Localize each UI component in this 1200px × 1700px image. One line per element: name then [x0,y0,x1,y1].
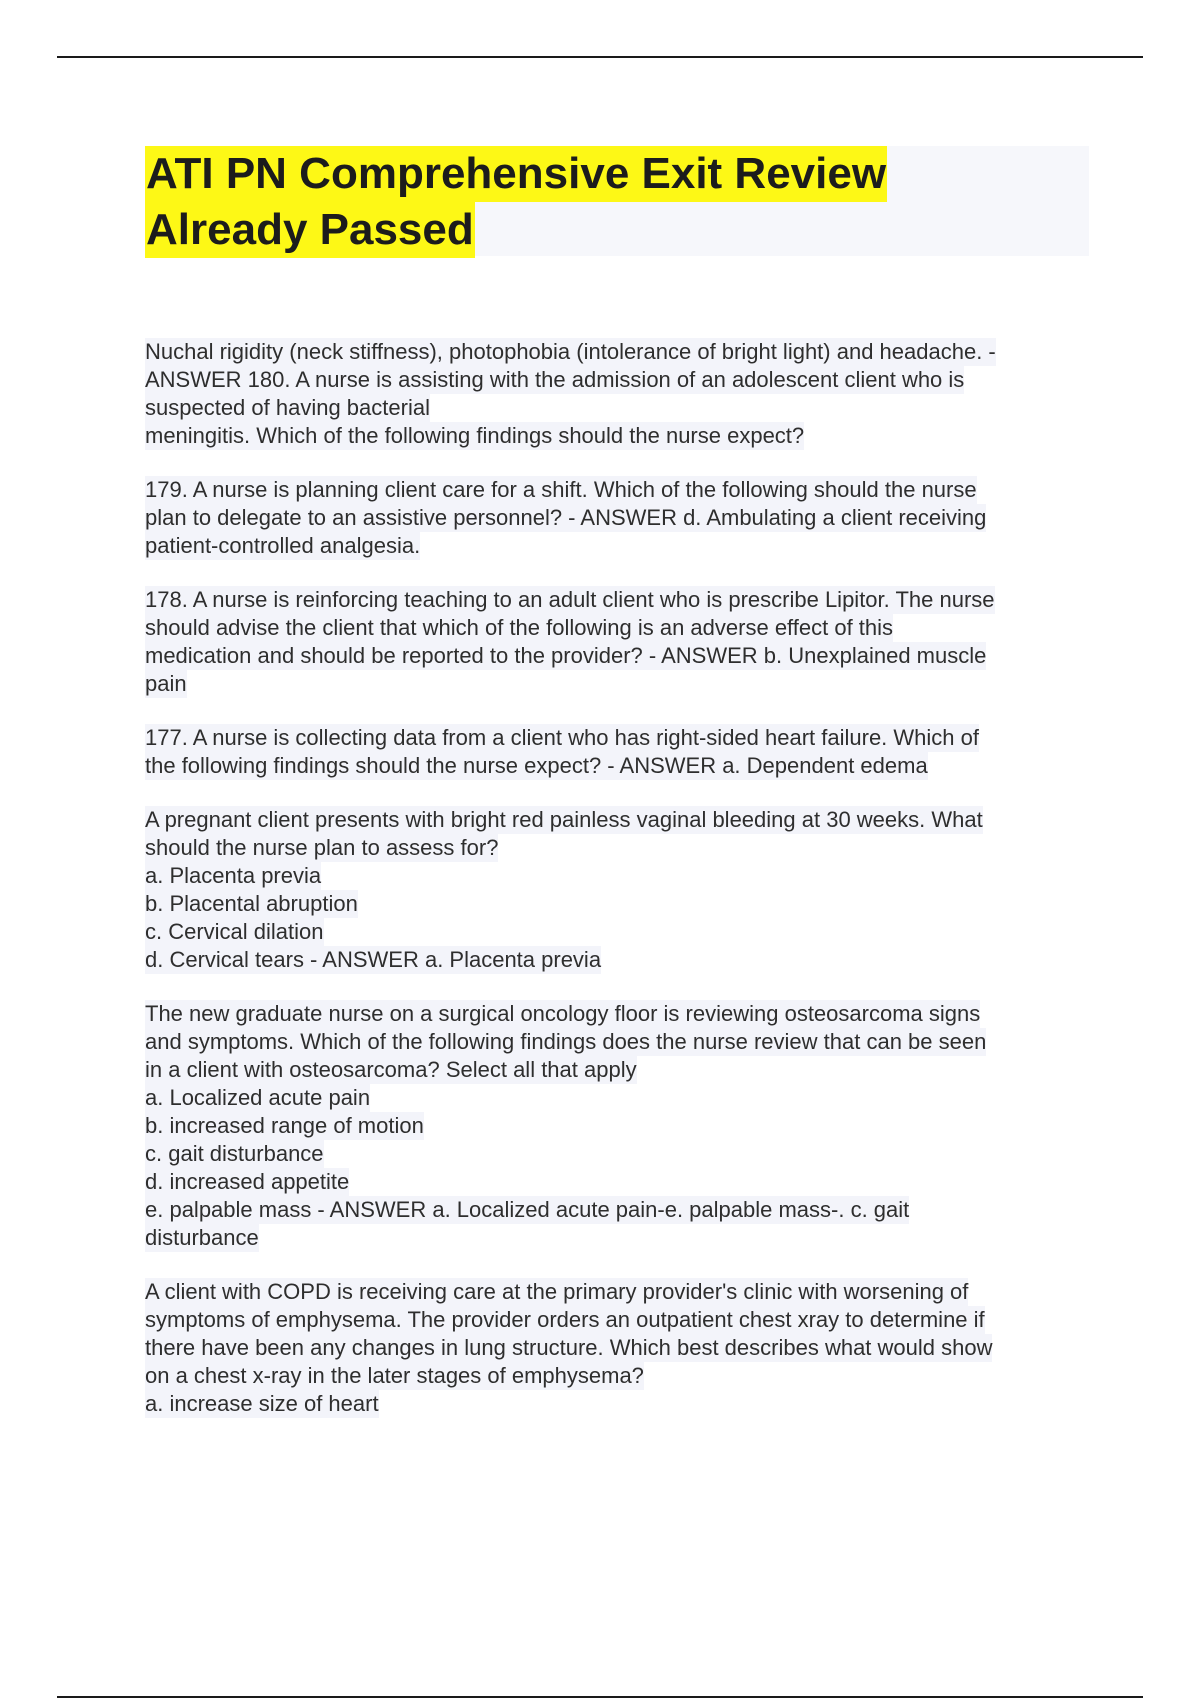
text-line: in a client with osteosarcoma? Select all that apply [145,1057,637,1082]
top-rule [57,56,1143,58]
text-line: A client with COPD is receiving care at the primary provider's clinic with worsening of [145,1279,969,1304]
answer-option: a. Localized acute pain [145,1085,371,1110]
answer-option: c. Cervical dilation [145,919,324,944]
text-line: Nuchal rigidity (neck stiffness), photophobia (intolerance of bright light) and headache. - [145,339,996,364]
qa-block-6 [145,1000,1089,1252]
qa-block-5 [145,806,1089,974]
bottom-rule [57,1696,1143,1698]
qa-block-7 [145,1278,1089,1418]
answer-option: a. increase size of heart [145,1391,379,1416]
title-line-1: ATI PN Comprehensive Exit Review [145,146,887,202]
text-line: should the nurse plan to assess for? [145,835,499,860]
document-body [145,338,1089,1444]
title-line-2: Already Passed [145,202,475,258]
text-line: ANSWER 180. A nurse is assisting with the admission of an adolescent client who is [145,367,965,392]
text-line: 179. A nurse is planning client care for a shift. Which of the following should the nurse [145,477,977,502]
text-line: pain [145,671,187,696]
text-line: plan to delegate to an assistive personnel? - ANSWER d. Ambulating a client receiving [145,505,987,530]
text-line: patient-controlled analgesia. [145,533,421,558]
answer-option: c. gait disturbance [145,1141,324,1166]
answer-option: e. palpable mass - ANSWER a. Localized acute pain-e. palpable mass-. c. gait [145,1197,910,1222]
qa-block-2 [145,476,1089,560]
text-line: A pregnant client presents with bright red painless vaginal bleeding at 30 weeks. What [145,807,983,832]
text-line: there have been any changes in lung structure. Which best describes what would show [145,1335,993,1360]
answer-option: d. increased appetite [145,1169,350,1194]
text-line: The new graduate nurse on a surgical oncology floor is reviewing osteosarcoma signs [145,1001,981,1026]
text-line: medication and should be reported to the provider? - ANSWER b. Unexplained muscle [145,643,987,668]
text-line: disturbance [145,1225,259,1250]
text-line: 178. A nurse is reinforcing teaching to an adult client who is prescribe Lipitor. The nurse [145,587,995,612]
text-line: meningitis. Which of the following findings should the nurse expect? [145,423,805,448]
qa-block-4 [145,724,1089,780]
qa-block-1 [145,338,1089,450]
text-line: 177. A nurse is collecting data from a client who has right-sided heart failure. Which of [145,725,979,750]
answer-option: d. Cervical tears - ANSWER a. Placenta previa [145,947,602,972]
text-line: should advise the client that which of the following is an adverse effect of this [145,615,894,640]
qa-block-3 [145,586,1089,698]
text-line: and symptoms. Which of the following findings does the nurse review that can be seen [145,1029,987,1054]
text-line: symptoms of emphysema. The provider orders an outpatient chest xray to determine if [145,1307,985,1332]
text-line: the following findings should the nurse expect? - ANSWER a. Dependent edema [145,753,928,778]
answer-option: b. increased range of motion [145,1113,424,1138]
answer-option: a. Placenta previa [145,863,322,888]
answer-option: b. Placental abruption [145,891,358,916]
text-line: on a chest x-ray in the later stages of emphysema? [145,1363,644,1388]
text-line: suspected of having bacterial [145,395,430,420]
document-title [145,146,1089,256]
